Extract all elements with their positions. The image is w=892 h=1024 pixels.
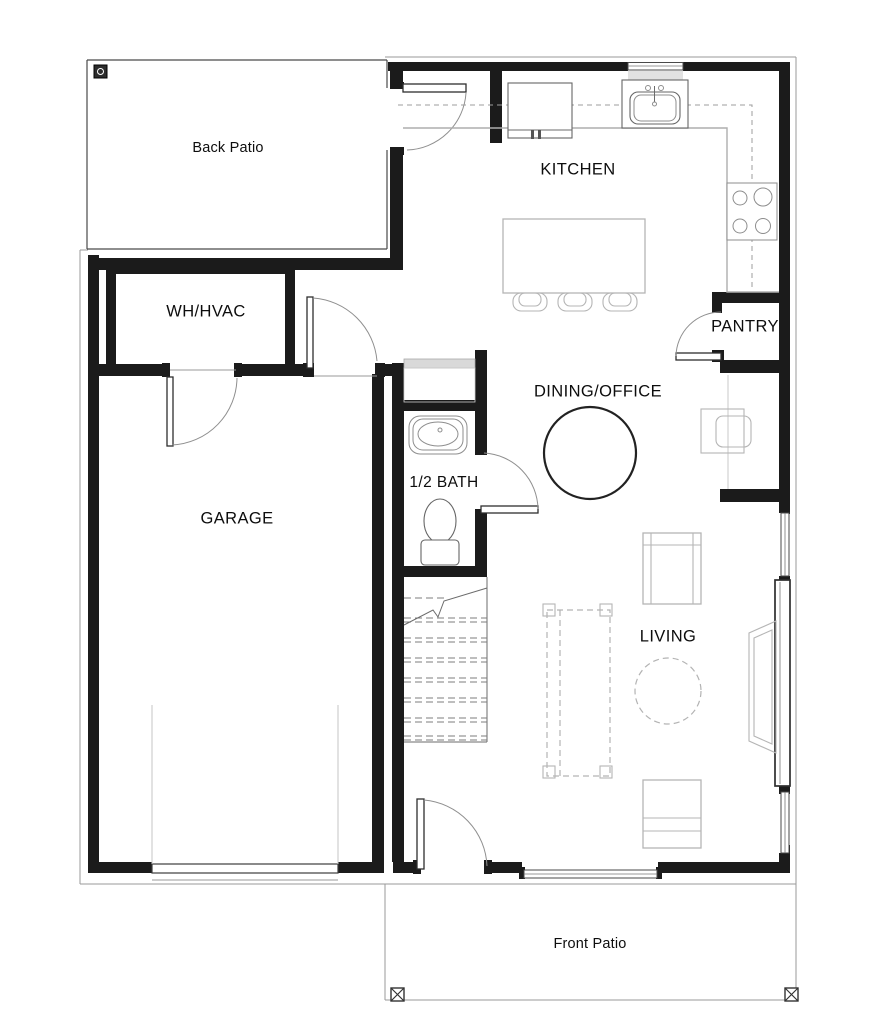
room-label-kitchen: KITCHEN	[540, 160, 616, 179]
island-stools	[513, 293, 637, 311]
living-tall-window	[775, 580, 790, 786]
dining-side-window	[781, 513, 789, 576]
room-label-pantry: PANTRY	[711, 317, 779, 336]
walls	[88, 62, 790, 879]
kitchen-sink-window	[628, 63, 683, 81]
room-label-dining-office: DINING/OFFICE	[533, 382, 663, 401]
living-front-window	[524, 870, 657, 878]
garage-door	[152, 705, 338, 880]
bath-vanity	[409, 416, 467, 454]
kitchen-island	[503, 219, 645, 311]
room-label-wh-hvac: WH/HVAC	[166, 302, 246, 321]
room-label-front-patio: Front Patio	[553, 936, 627, 952]
armchair-north	[643, 533, 701, 604]
front-patio-post-right	[785, 988, 798, 1001]
sofa	[543, 604, 612, 778]
front-patio-post-left	[391, 988, 404, 1001]
bath-door	[481, 453, 538, 513]
living-side-window	[781, 792, 789, 853]
room-label-garage: GARAGE	[200, 509, 274, 528]
front-door	[417, 799, 487, 869]
back-door	[403, 84, 466, 150]
desk-nook	[701, 375, 751, 489]
dining-table	[544, 407, 636, 499]
range-cooktop	[727, 183, 777, 240]
hall-garage-door	[307, 297, 377, 376]
kitchen-sink	[622, 80, 688, 128]
staircase	[404, 577, 487, 742]
refrigerator	[508, 83, 572, 139]
room-label-half-bath: 1/2 BATH	[409, 474, 479, 491]
room-label-living: LIVING	[639, 627, 697, 646]
patio-post-marker	[94, 65, 107, 78]
wh-hvac-door	[167, 370, 237, 446]
entry-closet	[404, 359, 475, 402]
room-label-back-patio: Back Patio	[192, 140, 264, 156]
armchair-south	[643, 780, 701, 848]
coffee-table	[635, 658, 701, 724]
toilet	[421, 499, 459, 565]
tv-console	[749, 621, 776, 753]
